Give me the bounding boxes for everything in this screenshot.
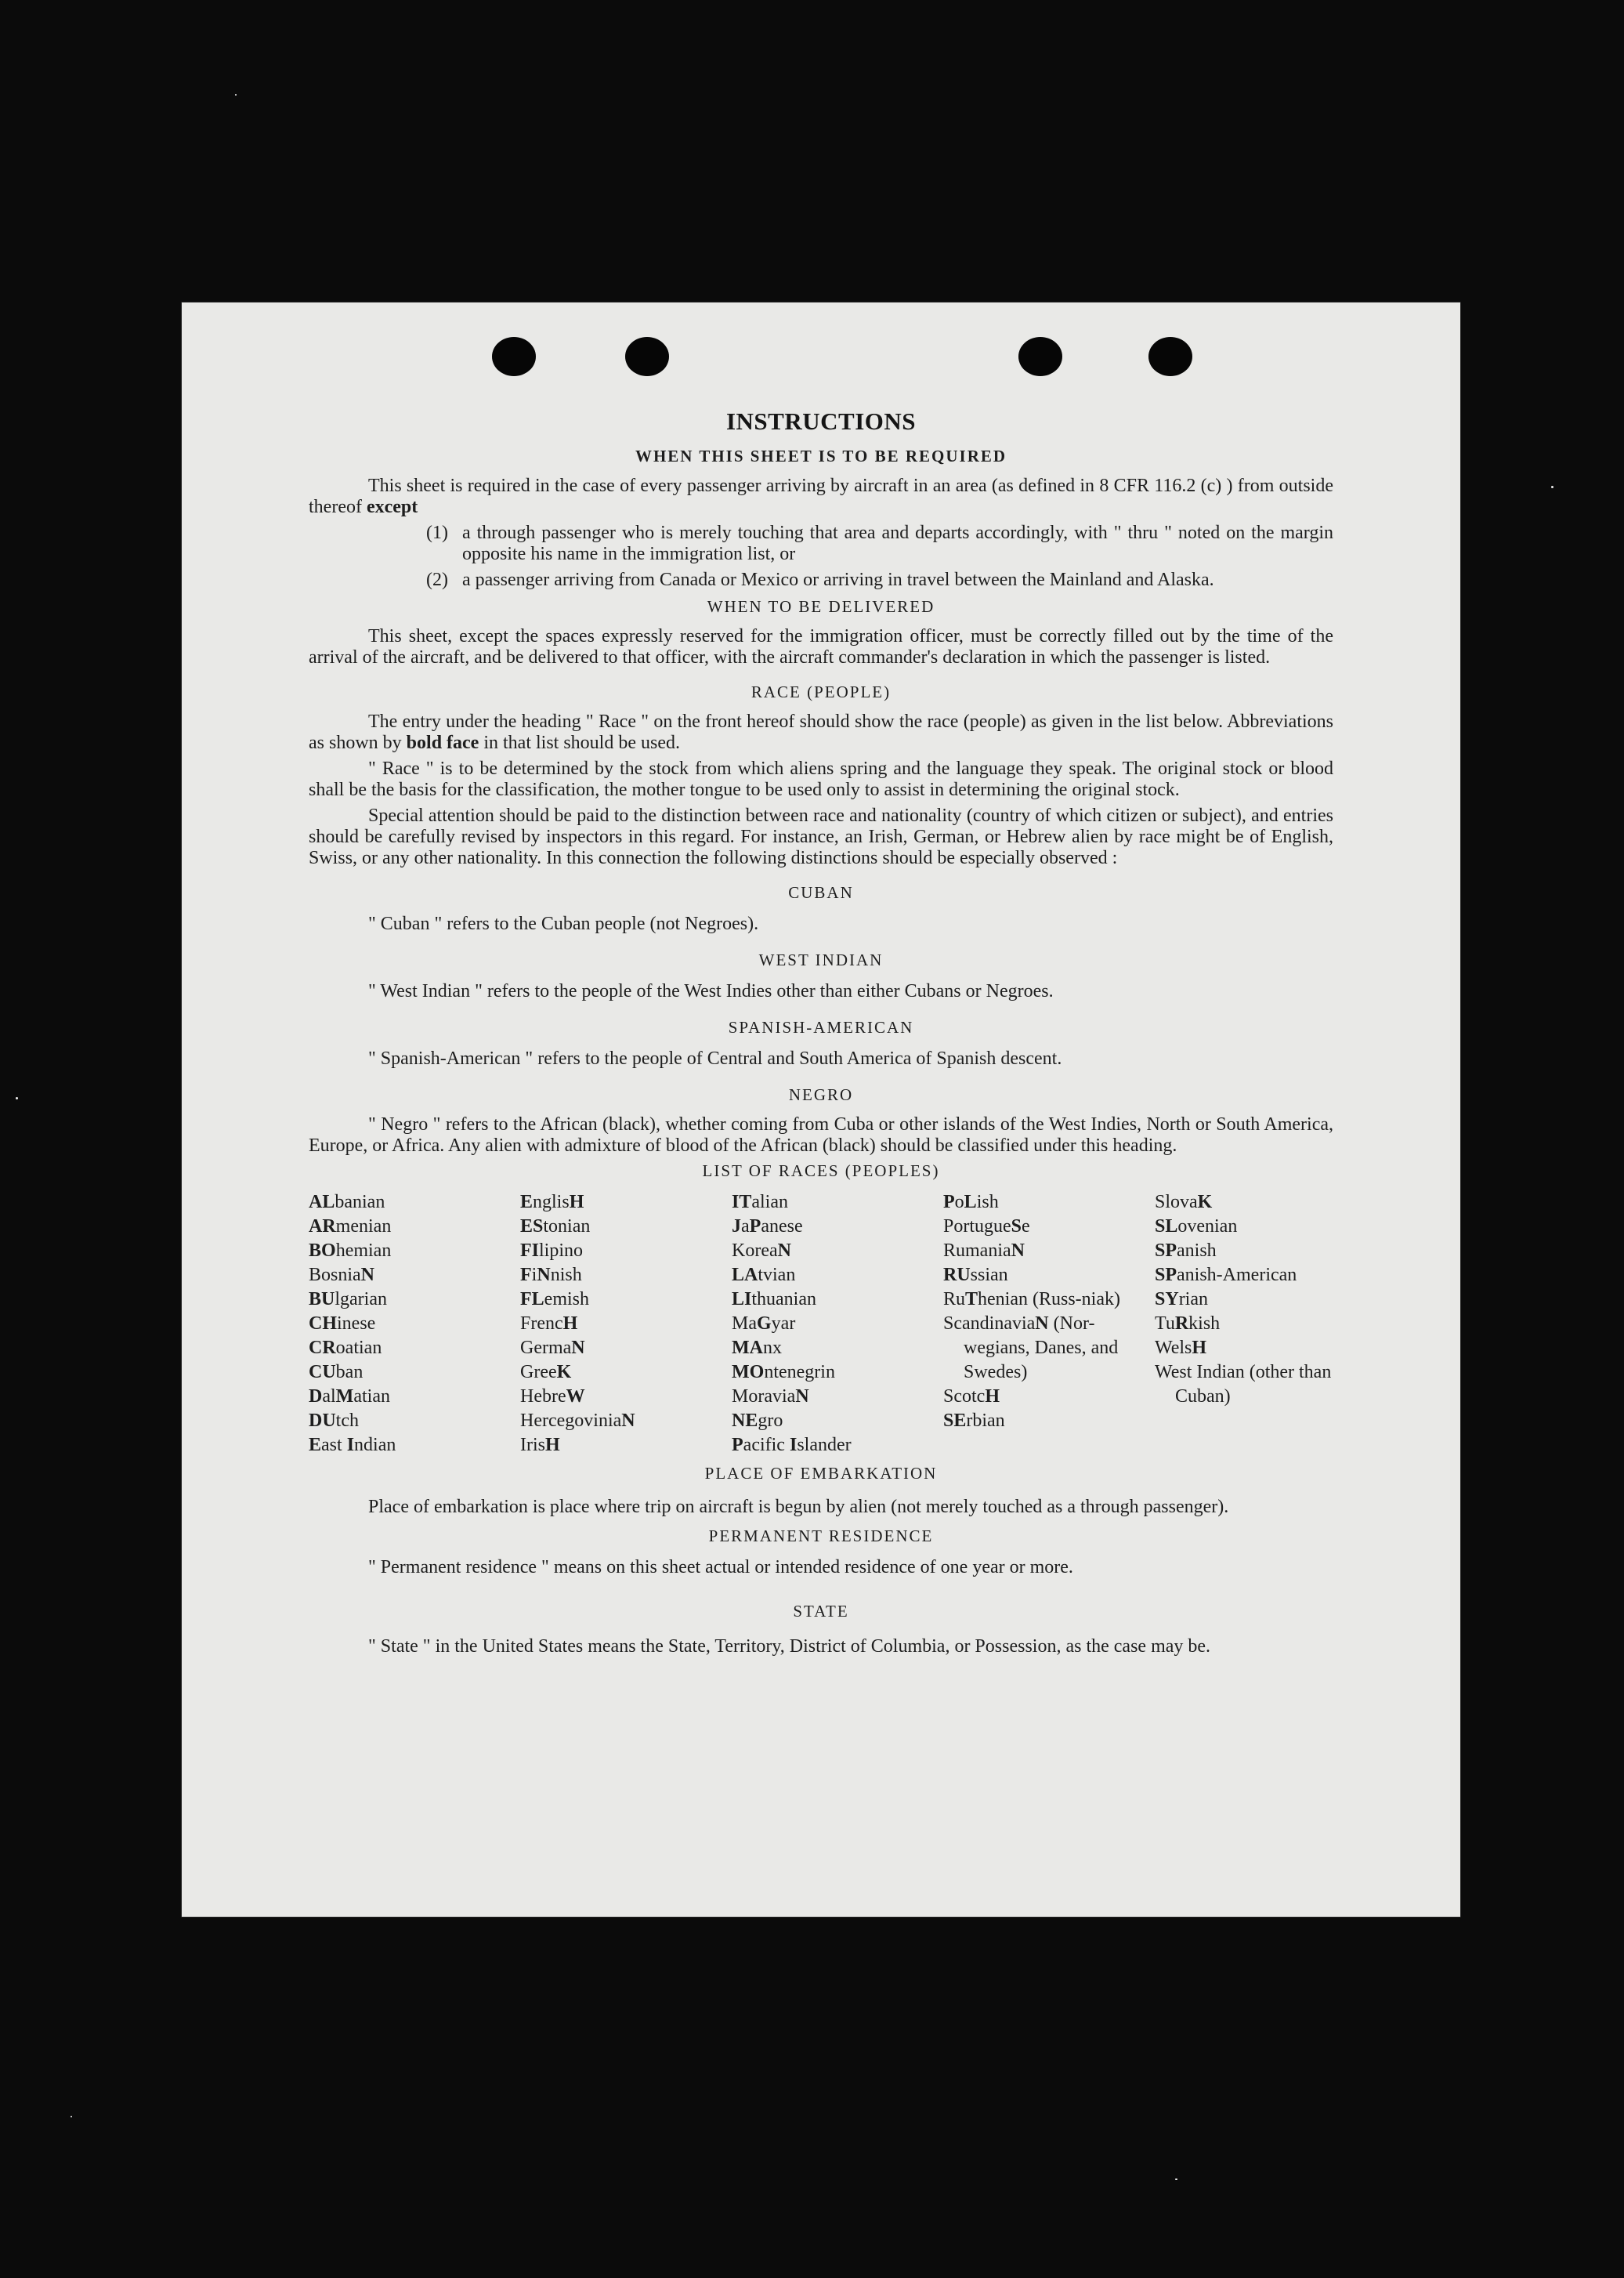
- heading-west-indian: WEST INDIAN: [758, 951, 884, 969]
- race-entry: PortugueSe: [943, 1216, 1030, 1237]
- race-paragraph-3: Special attention should be paid to the distinction between race and nationality (country of which citizen or subject), and entries should be carefully revised by inspectors in this regard. For instance, an Irish, German, or Hebrew alien by race might be of English, Swiss, or any other nationality. In this connection the following distinctions should be especially observed :: [309, 806, 1333, 868]
- race-entry: RUssian: [943, 1265, 1008, 1285]
- delivered-text: This sheet, except the spaces expressly reserved for the immigration officer, must be correctly filled out by the time of the arrival of the aircraft, and be delivered to that officer, with the aircraft commander's declaration in which the passenger is listed.: [309, 626, 1333, 668]
- west-indian-text: " West Indian " refers to the people of the West Indies other than either Cubans or Negroes.: [368, 981, 1054, 1001]
- race-entry: PoLish: [943, 1192, 999, 1212]
- race-entry: DUtch: [309, 1411, 359, 1431]
- race-entry: MaGyar: [732, 1313, 796, 1334]
- punch-hole: [1018, 337, 1062, 376]
- heading-list-of-races: LIST OF RACES (PEOPLES): [702, 1161, 940, 1180]
- heading-race: RACE (PEOPLE): [751, 683, 892, 701]
- race-entry: FIlipino: [520, 1240, 584, 1261]
- race-entry: FLemish: [520, 1289, 589, 1309]
- heading-delivered: WHEN TO BE DELIVERED: [707, 597, 935, 616]
- race-entry: JaPanese: [732, 1216, 803, 1237]
- instruction-sheet: [182, 302, 1460, 1917]
- race-entry: GermaN: [520, 1338, 585, 1358]
- race-column: [732, 1190, 943, 1458]
- punch-hole: [492, 337, 536, 376]
- negro-text: " Negro " refers to the African (black), whether coming from Cuba or other islands of the West Indies, North or South America, Europe, or Africa. Any alien with admixture of blood of the African (black) should be classified under this heading.: [309, 1114, 1333, 1156]
- race-column: [943, 1190, 1155, 1458]
- cuban-text: " Cuban " refers to the Cuban people (not Negroes).: [368, 914, 759, 934]
- embarkation-text: Place of embarkation is place where trip on aircraft is begun by alien (not merely touched as a through passenger).: [368, 1497, 1229, 1517]
- race-entry: ScandinaviaN (Nor-wegians, Danes, and Swedes): [943, 1313, 1119, 1382]
- race-entry: EnglisH: [520, 1192, 584, 1212]
- page-title: INSTRUCTIONS: [725, 407, 916, 435]
- race-column: [309, 1190, 520, 1458]
- punch-hole: [1148, 337, 1192, 376]
- heading-cuban: CUBAN: [788, 883, 854, 902]
- required-intro: This sheet is required in the case of every passenger arriving by aircraft in an area (as defined in 8 CFR 116.2 (c) ) from outside thereof except: [309, 476, 1333, 517]
- race-entry: GreeK: [520, 1362, 572, 1382]
- race-entry: MAnx: [732, 1338, 782, 1358]
- race-list: [309, 1190, 1333, 1458]
- race-entry: West Indian (other than Cuban): [1155, 1362, 1332, 1407]
- sheet-content: [309, 407, 1333, 1661]
- race-column: [1155, 1190, 1333, 1458]
- state-text: " State " in the United States means the State, Territory, District of Columbia, or Possession, as the case may be.: [368, 1636, 1211, 1657]
- heading-residence: PERMANENT RESIDENCE: [708, 1527, 934, 1545]
- race-entry: SErbian: [943, 1411, 1005, 1431]
- punch-hole: [625, 337, 669, 376]
- race-entry: East Indian: [309, 1435, 396, 1455]
- race-entry: RumaniaN: [943, 1240, 1025, 1261]
- race-column: [520, 1190, 732, 1458]
- exception-item-2: (2) a passenger arriving from Canada or Mexico or arriving in travel between the Mainland and Alaska.: [426, 570, 1214, 590]
- race-paragraph-1: The entry under the heading " Race " on the front hereof should show the race (people) as given in the list below. Abbreviations as shown by bold face in that list should be used.: [309, 712, 1333, 753]
- race-entry: ALbanian: [309, 1192, 385, 1212]
- race-entry: CUban: [309, 1362, 364, 1382]
- race-entry: WelsH: [1155, 1338, 1207, 1358]
- race-entry: LAtvian: [732, 1265, 796, 1285]
- race-paragraph-2: " Race " is to be determined by the stock from which aliens spring and the language they speak. The original stock or blood shall be the basis for the classification, the mother tongue to be used only to assist in determining the original stock.: [309, 759, 1333, 800]
- race-entry: HercegoviniaN: [520, 1411, 635, 1431]
- race-entry: CRoatian: [309, 1338, 382, 1358]
- race-entry: SPanish-American: [1155, 1265, 1297, 1285]
- race-entry: SYrian: [1155, 1289, 1208, 1309]
- race-entry: SlovaK: [1155, 1192, 1213, 1212]
- heading-required: WHEN THIS SHEET IS TO BE REQUIRED: [635, 447, 1007, 465]
- heading-state: STATE: [793, 1602, 849, 1621]
- heading-spanish-american: SPANISH-AMERICAN: [728, 1018, 914, 1037]
- race-entry: RuThenian (Russ-niak): [943, 1289, 1120, 1309]
- race-entry: LIthuanian: [732, 1289, 816, 1309]
- race-entry: TuRkish: [1155, 1313, 1221, 1334]
- heading-negro: NEGRO: [788, 1085, 854, 1104]
- race-entry: SLovenian: [1155, 1216, 1238, 1237]
- race-entry: SPanish: [1155, 1240, 1217, 1261]
- race-entry: FrencH: [520, 1313, 578, 1334]
- race-entry: KoreaN: [732, 1240, 791, 1261]
- race-entry: MoraviaN: [732, 1386, 809, 1407]
- race-entry: BosniaN: [309, 1265, 375, 1285]
- race-entry: ScotcH: [943, 1386, 1000, 1407]
- race-entry: MOntenegrin: [732, 1362, 835, 1382]
- heading-embarkation: PLACE OF EMBARKATION: [704, 1464, 938, 1483]
- race-entry: BUlgarian: [309, 1289, 387, 1309]
- race-entry: Pacific Islander: [732, 1435, 852, 1455]
- race-entry: DalMatian: [309, 1386, 390, 1407]
- race-entry: IrisH: [520, 1435, 560, 1455]
- race-entry: EStonian: [520, 1216, 591, 1237]
- race-entry: NEgro: [732, 1411, 783, 1431]
- spanish-american-text: " Spanish-American " refers to the people of Central and South America of Spanish descent.: [368, 1048, 1062, 1069]
- race-entry: FiNnish: [520, 1265, 582, 1285]
- race-entry: CHinese: [309, 1313, 376, 1334]
- residence-text: " Permanent residence " means on this sheet actual or intended residence of one year or more.: [368, 1557, 1073, 1577]
- race-entry: BOhemian: [309, 1240, 392, 1261]
- exception-item-1: (1) a through passenger who is merely touching that area and departs accordingly, with " thru " noted on the margin opposite his name in the immigration list, or: [426, 523, 1333, 564]
- race-entry: ITalian: [732, 1192, 788, 1212]
- race-entry: ARmenian: [309, 1216, 392, 1237]
- race-entry: HebreW: [520, 1386, 585, 1407]
